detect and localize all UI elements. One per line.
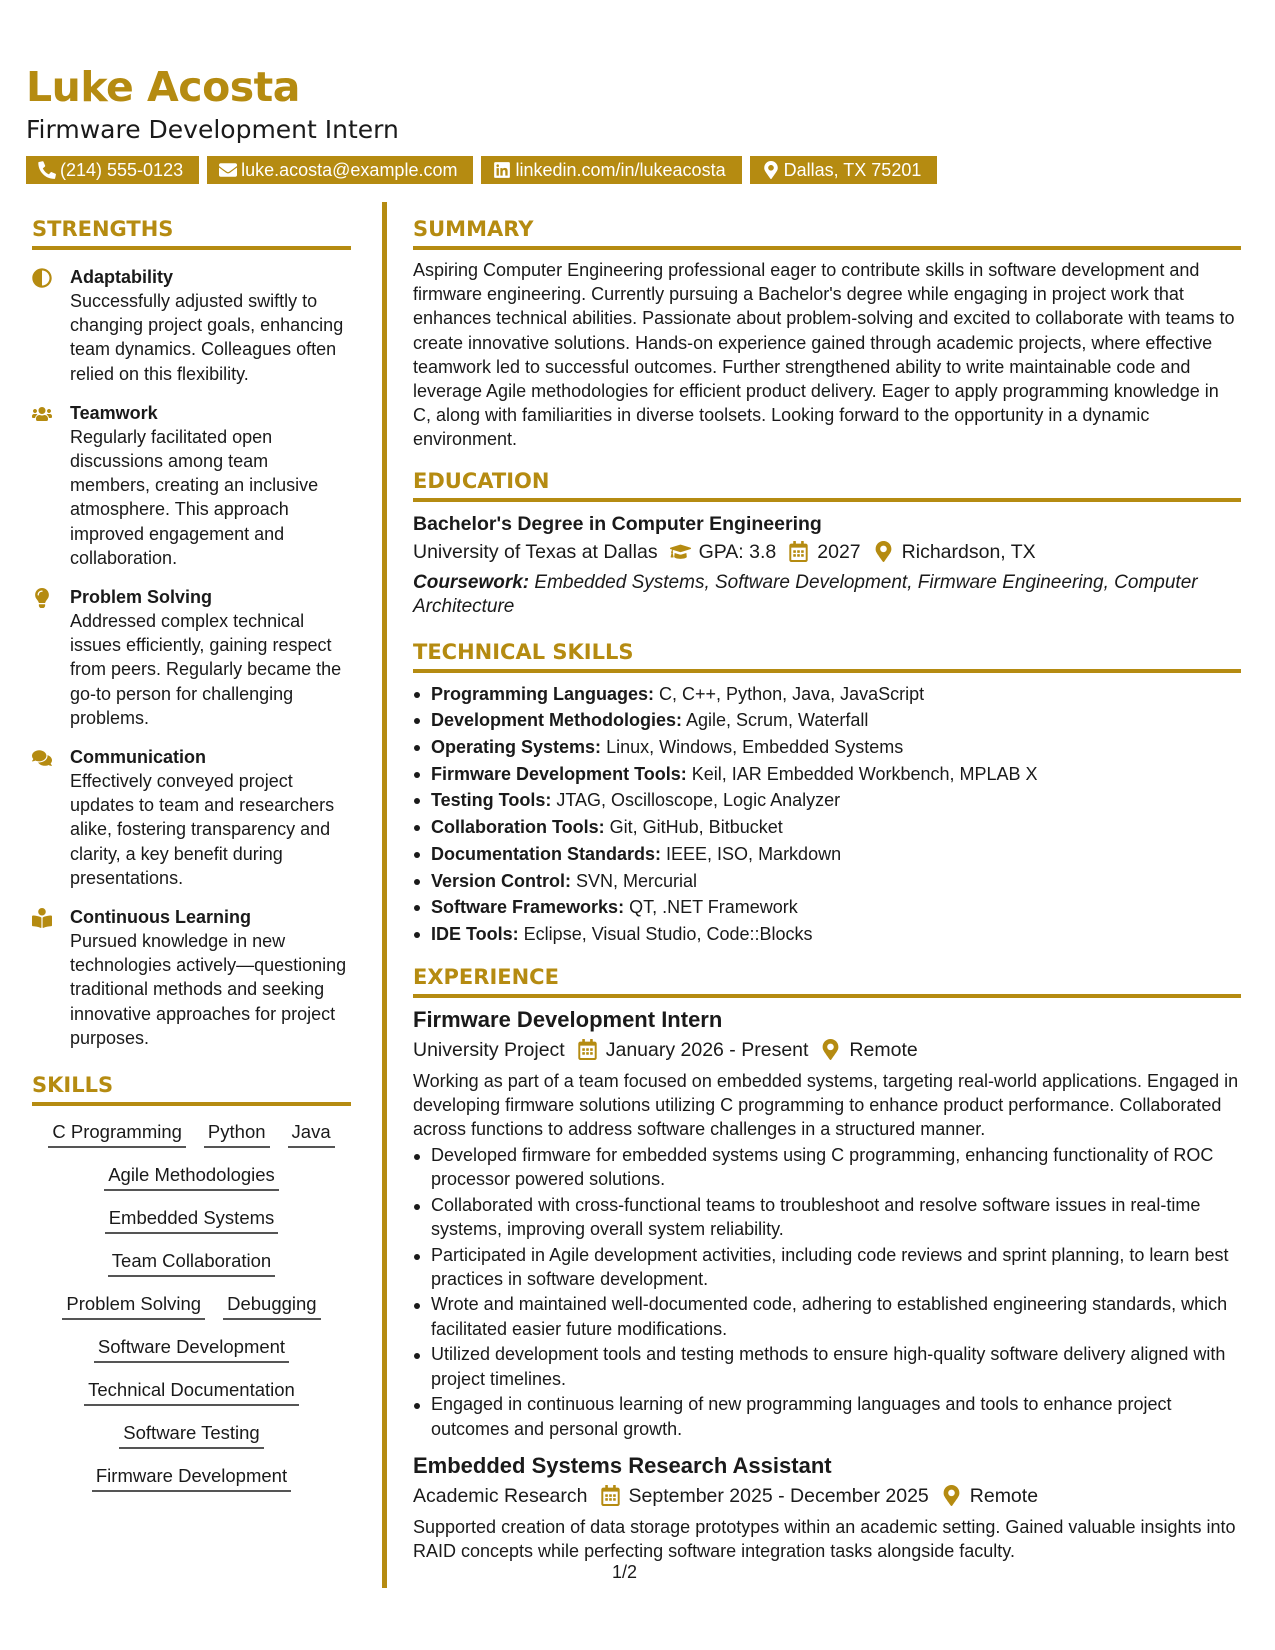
- calendar-icon: [600, 1485, 621, 1506]
- job-title: Embedded Systems Research Assistant: [413, 1452, 832, 1478]
- right-column: [413, 212, 1241, 1563]
- map-marker-icon: [941, 1485, 962, 1506]
- summary-heading: SUMMARY: [413, 212, 1241, 250]
- strength-desc: Addressed complex technical issues efficiently, gaining respect from peers. Regularly became the go-to person for challenging problems.: [70, 611, 342, 728]
- job-description: Supported creation of data storage prototypes within an academic setting. Gained valuable insights into RAID concepts while perfecting software integration tasks alongside faculty.: [413, 1516, 1236, 1561]
- map-marker-icon: [820, 1039, 841, 1060]
- envelope-icon: [219, 161, 237, 179]
- job-description: Working as part of a team focused on embedded systems, targeting real-world applications. Engaged in developing firmware solutions utilizing C programming to enhance product performance. Collaborated across functions to address software challenges in a structured manner.: [413, 1070, 1239, 1140]
- skill-tag: Debugging: [223, 1292, 321, 1320]
- skill-tag: Java: [288, 1120, 335, 1148]
- skill-tag: Technical Documentation: [84, 1378, 299, 1406]
- degree-title: Bachelor's Degree in Computer Engineering: [413, 512, 822, 535]
- calendar-icon: [788, 541, 809, 562]
- left-column: [32, 212, 351, 1492]
- job-dates: September 2025 - December 2025: [628, 1484, 929, 1507]
- skill-tag: Agile Methodologies: [104, 1163, 279, 1191]
- contact-location: [750, 156, 938, 184]
- tech-skill-item: IDE Tools: Eclipse, Visual Studio, Code::Blocks: [413, 921, 1241, 948]
- tech-skill-item: Programming Languages: C, C++, Python, Java, JavaScript: [413, 681, 1241, 708]
- coursework-list: Embedded Systems, Software Development, Firmware Engineering, Computer Architecture: [413, 571, 1198, 617]
- strength-item: [32, 745, 351, 890]
- calendar-icon: [577, 1039, 598, 1060]
- skill-tag: Software Development: [94, 1335, 289, 1363]
- half-circle-icon: [32, 268, 52, 288]
- skills-heading: SKILLS: [32, 1068, 351, 1106]
- skills-list: [32, 1120, 351, 1492]
- job-location: Remote: [849, 1038, 918, 1061]
- tech-skill-item: Firmware Development Tools: Keil, IAR Embedded Workbench, MPLAB X: [413, 761, 1241, 788]
- strength-desc: Successfully adjusted swiftly to changing project goals, enhancing team dynamics. Colleagues often relied on this flexibility.: [70, 291, 344, 384]
- contact-email[interactable]: [207, 156, 473, 184]
- summary-text: Aspiring Computer Engineering professional eager to contribute skills in software development and firmware engineering. Currently pursuing a Bachelor's degree while engaging in project work that enhances technical abilities. Passionate about problem-solving and excited to collaborate with teams to create innovative solutions. Hands-on experience gained through academic projects, where effective teamwork led to successful outcomes. Further strengthened ability to write maintainable code and leverage Agile methodologies for efficient product delivery. Eager to apply programming knowledge in C, along with familiarities in diverse toolsets. Looking forward to the opportunity in a dynamic environment.: [413, 260, 1235, 450]
- job-org: Academic Research: [413, 1484, 588, 1507]
- strength-title: Problem Solving: [70, 587, 213, 608]
- strength-item: [32, 905, 351, 1050]
- experience-heading: EXPERIENCE: [413, 960, 1241, 998]
- phone-text: (214) 555-0123: [60, 160, 184, 180]
- location-text: Dallas, TX 75201: [783, 160, 922, 180]
- job-location: Remote: [969, 1484, 1039, 1507]
- linkedin-icon: [493, 161, 511, 179]
- graduation-cap-icon: [670, 541, 691, 562]
- page-number: 1/2: [612, 1562, 638, 1582]
- map-marker-icon: [873, 541, 894, 562]
- job-org: University Project: [413, 1038, 565, 1061]
- skill-tag: Embedded Systems: [105, 1206, 279, 1234]
- job-bullet: Participated in Agile development activities, including code reviews and sprint planning, to learn best practices in software development.: [413, 1243, 1241, 1291]
- job-title: Firmware Development Intern: [413, 1006, 723, 1032]
- education-heading: EDUCATION: [413, 464, 1241, 502]
- comments-icon: [32, 748, 52, 768]
- job-bullet: Collaborated with cross-functional teams to troubleshoot and resolve software issues in real-time systems, improving overall system reliability.: [413, 1193, 1241, 1241]
- tech-skill-item: Version Control: SVN, Mercurial: [413, 868, 1241, 895]
- strength-desc: Regularly facilitated open discussions among team members, creating an inclusive atmosphere. This approach improved engagement and collaboration.: [70, 426, 319, 568]
- tech-skill-item: Testing Tools: JTAG, Oscilloscope, Logic Analyzer: [413, 787, 1241, 814]
- strength-item: [32, 401, 351, 570]
- technical-skills-list: [413, 681, 1241, 948]
- strength-title: Communication: [70, 747, 207, 768]
- contact-bar: [26, 156, 1246, 184]
- skill-tag: Software Testing: [119, 1421, 263, 1449]
- technical-skills-heading: TECHNICAL SKILLS: [413, 635, 1241, 673]
- linkedin-text: linkedin.com/in/lukeacosta: [515, 160, 726, 180]
- strength-title: Adaptability: [70, 267, 174, 287]
- job-meta: [413, 1481, 1241, 1511]
- job-entry: [413, 1451, 1241, 1563]
- tech-skill-item: Operating Systems: Linux, Windows, Embedded Systems: [413, 734, 1241, 761]
- map-marker-icon: [762, 161, 780, 179]
- contact-phone[interactable]: [26, 156, 199, 184]
- book-reader-icon: [32, 908, 52, 928]
- job-bullet: Wrote and maintained well-documented code, adhering to established engineering standards, which facilitated easier future modifications.: [413, 1292, 1241, 1340]
- graduation-year: 2027: [817, 540, 861, 563]
- candidate-role: Firmware Development Intern: [26, 115, 399, 144]
- phone-icon: [38, 161, 56, 179]
- school-name: University of Texas at Dallas: [413, 540, 658, 563]
- coursework-label: Coursework:: [413, 571, 530, 593]
- skill-tag: Python: [204, 1120, 270, 1148]
- skill-tag: Problem Solving: [62, 1292, 205, 1320]
- education-meta: [413, 537, 1241, 567]
- candidate-name: Luke Acosta: [26, 63, 300, 111]
- skill-tag: C Programming: [48, 1120, 186, 1148]
- job-bullet: Engaged in continuous learning of new programming languages and tools to enhance project outcomes and personal growth.: [413, 1392, 1241, 1440]
- column-divider: [382, 202, 387, 1588]
- tech-skill-item: Development Methodologies: Agile, Scrum, Waterfall: [413, 707, 1241, 734]
- job-meta: [413, 1035, 1241, 1065]
- job-bullet: Developed firmware for embedded systems using C programming, enhancing functionality of ROC processor powered solutions.: [413, 1143, 1241, 1191]
- tech-skill-item: Collaboration Tools: Git, GitHub, Bitbucket: [413, 814, 1241, 841]
- tech-skill-item: Documentation Standards: IEEE, ISO, Markdown: [413, 841, 1241, 868]
- strength-item: [32, 585, 351, 730]
- email-text: luke.acosta@example.com: [241, 160, 458, 180]
- coursework: [413, 571, 1241, 619]
- strength-title: Teamwork: [70, 402, 158, 423]
- school-location: Richardson, TX: [901, 540, 1036, 563]
- tech-skill-item: Software Frameworks: QT, .NET Framework: [413, 894, 1241, 921]
- resume-header: [26, 62, 1246, 184]
- strength-desc: Effectively conveyed project updates to team and researchers alike, fostering transparency and clarity, a key benefit during presentations.: [70, 771, 335, 888]
- strengths-heading: STRENGTHS: [32, 212, 351, 250]
- lightbulb-icon: [32, 588, 52, 608]
- strength-title: Continuous Learning: [70, 907, 251, 928]
- skill-tag: Team Collaboration: [108, 1249, 275, 1277]
- contact-linkedin[interactable]: [481, 156, 741, 184]
- job-entry: [413, 1005, 1241, 1441]
- skill-tag: Firmware Development: [92, 1464, 291, 1492]
- users-icon: [32, 404, 52, 424]
- strength-desc: Pursued knowledge in new technologies actively—questioning traditional methods and seeking innovative approaches for project purposes.: [70, 931, 347, 1048]
- gpa-text: GPA: 3.8: [698, 540, 777, 563]
- job-dates: January 2026 - Present: [605, 1038, 809, 1061]
- job-bullets: [413, 1143, 1241, 1441]
- job-bullet: Utilized development tools and testing methods to ensure high-quality software delivery aligned with project timelines.: [413, 1342, 1241, 1390]
- strength-item: [32, 265, 351, 386]
